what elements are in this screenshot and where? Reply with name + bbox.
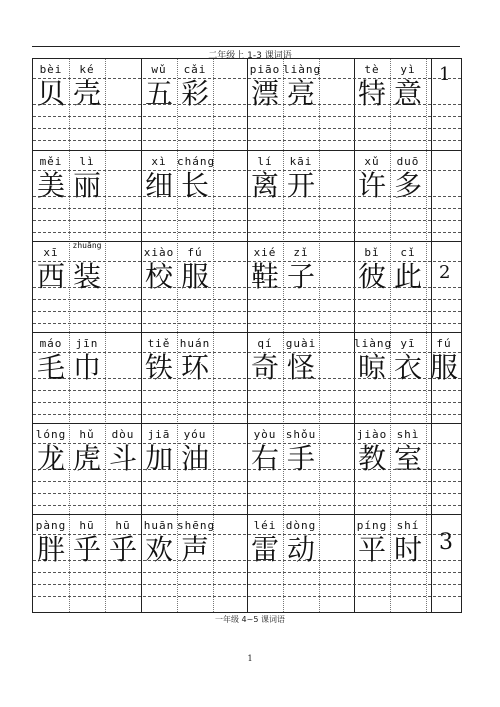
section-column-divider [431,58,432,612]
hanzi-character: 服 [429,351,458,384]
pinyin-label: jīn [75,337,99,350]
writing-column-guide [319,58,320,612]
hanzi-character: 服 [180,260,209,293]
practice-line [33,493,461,494]
pinyin-label: hǔ [79,428,95,441]
section-number: 2 [439,262,451,283]
pinyin-label: cháng [177,155,216,168]
practice-line [33,596,461,597]
practice-line [33,299,461,300]
hanzi-character: 西 [36,260,65,293]
pinyin-label: lóng [35,428,67,441]
hanzi-character: 许 [357,169,386,202]
pinyin-label: shí [396,519,420,532]
writing-column-guide [426,58,427,612]
hanzi-character: 特 [357,77,386,110]
hanzi-character: 贝 [36,77,65,110]
pinyin-label: shēng [177,519,216,532]
hanzi-character: 多 [393,169,422,202]
practice-line [33,220,461,221]
hanzi-character: 长 [180,169,209,202]
row-rule [33,423,461,424]
hanzi-character: 怪 [286,351,315,384]
pinyin-label: shì [396,428,420,441]
hanzi-character: 细 [144,169,173,202]
hanzi-character: 亮 [286,77,315,110]
hanzi-character: 彼 [357,260,386,293]
pinyin-label: cǎi [183,63,207,76]
pinyin-label: hū [115,519,131,532]
pinyin-label: hū [79,519,95,532]
page-number: 1 [247,654,253,663]
pinyin-label: duō [396,155,420,168]
practice-line [33,128,461,129]
hanzi-character: 此 [393,260,422,293]
hanzi-character: 晾 [357,351,386,384]
pinyin-label: píng [356,519,388,532]
vocabulary-grid [32,58,462,613]
hanzi-character: 室 [393,442,422,475]
pinyin-label: máo [39,337,63,350]
pinyin-label: zhuāng [72,241,102,250]
hanzi-character: 加 [144,442,173,475]
section-number: 1 [439,64,451,85]
hanzi-character: 校 [144,260,173,293]
pinyin-label: lì [79,155,95,168]
pinyin-label: huān [143,519,175,532]
practice-line [33,584,461,585]
hanzi-character: 彩 [180,77,209,110]
header-rule [32,46,460,47]
pinyin-label: jiā [147,428,171,441]
pinyin-label: léi [253,519,277,532]
pinyin-label: bǐ [364,246,380,259]
hanzi-character: 胖 [36,533,65,566]
hanzi-character: 乎 [108,533,137,566]
hanzi-character: 壳 [72,77,101,110]
page-title: 二年级上 1-3 课词语 [208,51,292,61]
hanzi-character: 装 [72,260,101,293]
pinyin-label: xī [43,246,59,259]
hanzi-character: 平 [357,533,386,566]
pinyin-label: fú [187,246,203,259]
pinyin-label: zǐ [293,246,309,259]
hanzi-character: 动 [286,533,315,566]
hanzi-character: 斗 [108,442,137,475]
practice-line [33,311,461,312]
hanzi-character: 奇 [250,351,279,384]
hanzi-character: 美 [36,169,65,202]
pinyin-label: měi [39,155,63,168]
practice-line [33,232,461,233]
practice-line [33,572,461,573]
pinyin-label: bèi [39,63,63,76]
practice-line [33,116,461,117]
practice-line [33,323,461,324]
hanzi-character: 虎 [72,442,101,475]
row-rule [33,58,461,59]
pinyin-label: ké [79,63,95,76]
pinyin-label: jiào [356,428,388,441]
hanzi-character: 龙 [36,442,65,475]
hanzi-character: 意 [393,77,422,110]
hanzi-character: 声 [180,533,209,566]
pinyin-label: tiě [147,337,171,350]
hanzi-character: 鞋 [250,260,279,293]
hanzi-character: 子 [286,260,315,293]
hanzi-character: 巾 [72,351,101,384]
hanzi-character: 教 [357,442,386,475]
pinyin-label: tè [364,63,380,76]
pinyin-label: yòu [253,428,277,441]
row-rule [33,514,461,515]
pinyin-label: fú [436,337,452,350]
practice-line [33,505,461,506]
practice-line [33,414,461,415]
pinyin-label: xì [151,155,167,168]
pinyin-label: wǔ [151,63,167,76]
hanzi-character: 油 [180,442,209,475]
hanzi-character: 铁 [144,351,173,384]
hanzi-character: 丽 [72,169,101,202]
hanzi-character: 离 [250,169,279,202]
pinyin-label: huán [179,337,211,350]
hanzi-character: 乎 [72,533,101,566]
hanzi-character: 开 [286,169,315,202]
pinyin-label: xǔ [364,155,380,168]
pinyin-label: pàng [35,519,67,532]
pinyin-label: liàng [283,63,322,76]
footer-caption: 一年级 4~5 课词语 [215,615,285,624]
practice-line [33,402,461,403]
pinyin-label: yī [400,337,416,350]
hanzi-character: 毛 [36,351,65,384]
pinyin-label: liàng [354,337,393,350]
row-rule [33,332,461,333]
hanzi-character: 欢 [144,533,173,566]
hanzi-character: 右 [250,442,279,475]
practice-line [33,140,461,141]
row-rule [33,150,461,151]
pinyin-label: piāo [249,63,281,76]
pinyin-label: kāi [289,155,313,168]
hanzi-character: 手 [286,442,315,475]
practice-line [33,390,461,391]
pinyin-label: shǒu [285,428,317,441]
pinyin-label: guài [285,337,317,350]
hanzi-character: 漂 [250,77,279,110]
pinyin-label: yì [400,63,416,76]
pinyin-label: xié [253,246,277,259]
pinyin-label: qí [257,337,273,350]
pinyin-label: dòng [285,519,317,532]
hanzi-character: 雷 [250,533,279,566]
section-number: 3 [439,530,453,555]
practice-line [33,481,461,482]
hanzi-character: 五 [144,77,173,110]
hanzi-character: 衣 [393,351,422,384]
hanzi-character: 时 [393,533,422,566]
pinyin-label: yóu [183,428,207,441]
pinyin-label: dòu [111,428,135,441]
pinyin-label: cǐ [400,246,416,259]
hanzi-character: 环 [180,351,209,384]
practice-line [33,208,461,209]
pinyin-label: lí [257,155,273,168]
pinyin-label: xiào [143,246,175,259]
